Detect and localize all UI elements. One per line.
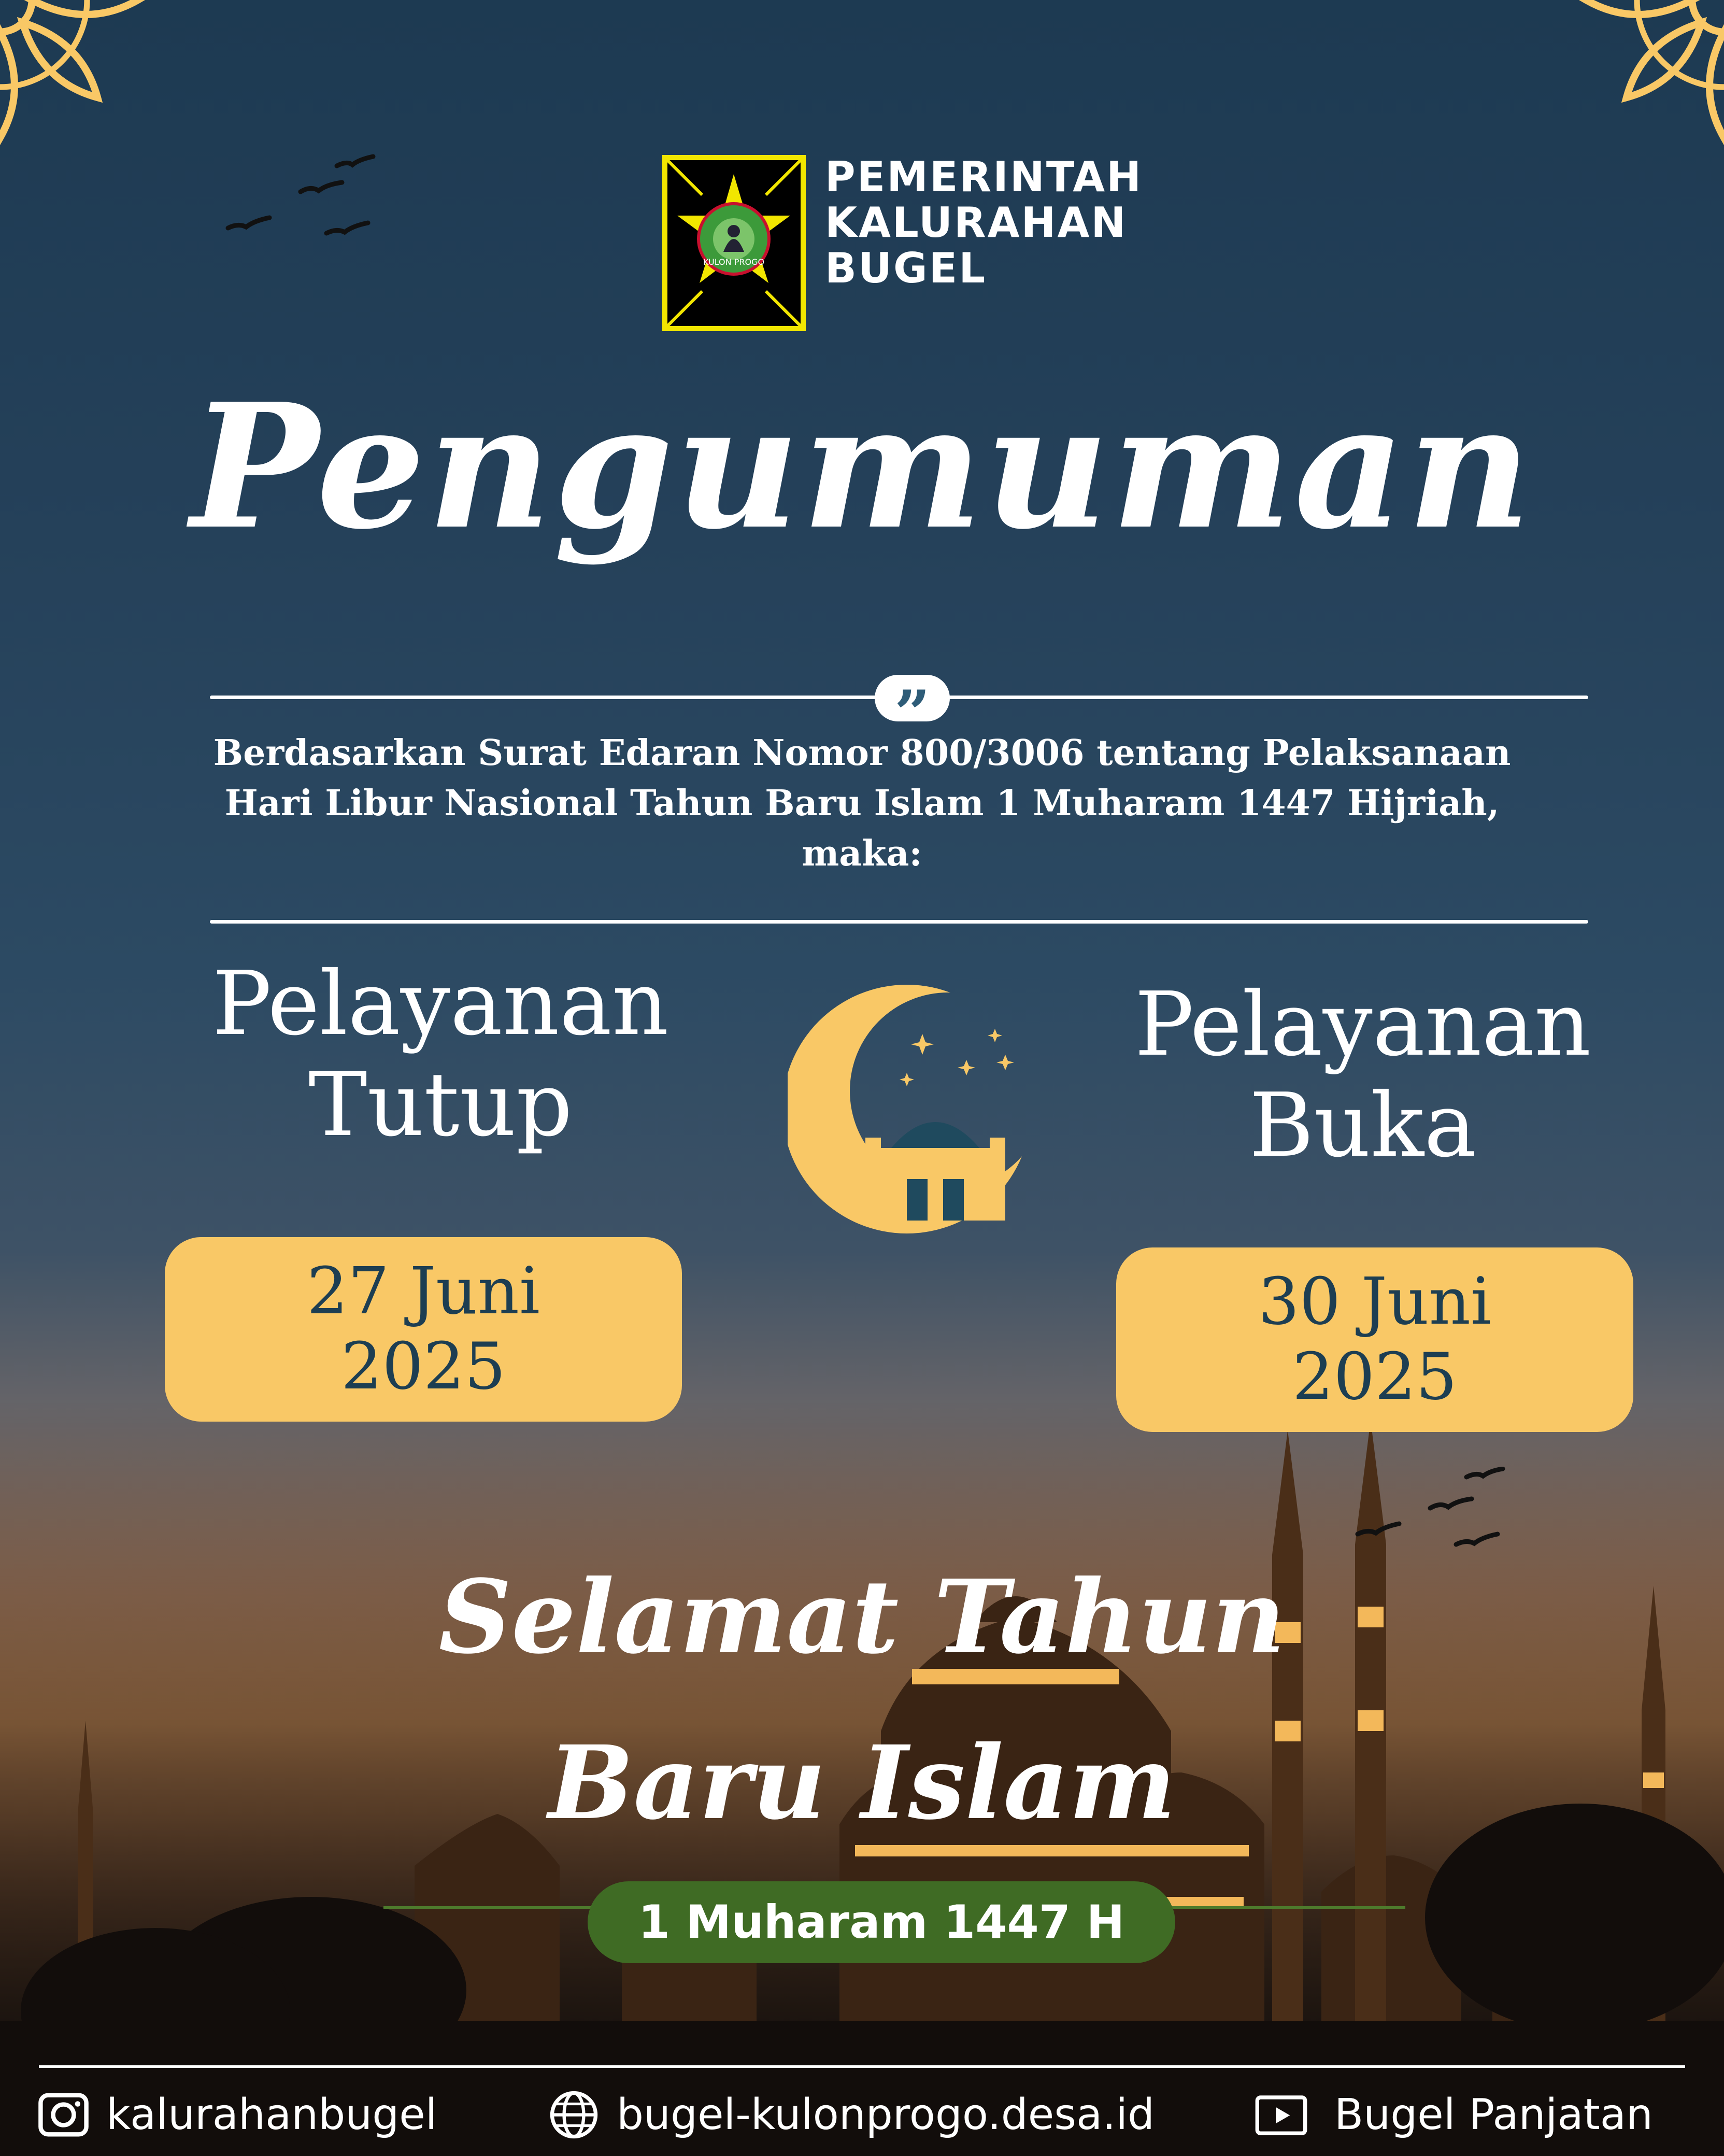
flower-ornament-icon xyxy=(0,0,145,145)
org-line-3: BUGEL xyxy=(825,244,987,292)
closed-date-badge xyxy=(165,1237,682,1422)
greeting-line-1: Selamat Tahun xyxy=(438,1557,1286,1676)
greeting-line-2: Baru Islam xyxy=(548,1723,1176,1842)
youtube-icon xyxy=(1254,2088,1308,2142)
new-year-greeting xyxy=(0,1534,1724,1866)
open-date-line-2: 2025 xyxy=(1292,1339,1458,1414)
emblem-caption: KULON PROGO xyxy=(703,257,765,267)
hijri-line-left xyxy=(383,1906,591,1909)
org-line-1: PEMERINTAH xyxy=(825,153,1143,201)
service-closed-label xyxy=(155,954,725,1156)
org-line-2: KALURAHAN xyxy=(825,198,1128,247)
divider-bottom xyxy=(210,920,1588,924)
hijri-line-right xyxy=(1172,1906,1405,1909)
website-url: bugel-kulonprogo.desa.id xyxy=(617,2090,1155,2139)
open-date-badge xyxy=(1116,1247,1633,1432)
announcement-intro xyxy=(155,728,1569,879)
instagram-icon xyxy=(36,2088,91,2142)
youtube-channel: Bugel Panjatan xyxy=(1334,2090,1653,2139)
closed-label-line-2: Tutup xyxy=(308,1054,573,1156)
closed-date-line-1: 27 Juni xyxy=(307,1254,540,1329)
page-title: Pengumuman xyxy=(190,366,1534,567)
open-date-line-1: 30 Juni xyxy=(1258,1264,1491,1339)
kulon-progo-emblem xyxy=(661,153,807,333)
intro-line-1: Berdasarkan Surat Edaran Nomor 800/3006 tentang Pelaksanaan xyxy=(213,732,1511,774)
organization-name xyxy=(825,154,1143,291)
quote-icon: ” xyxy=(875,675,950,721)
footer-divider xyxy=(39,2065,1685,2068)
bird-icon xyxy=(223,150,389,254)
instagram-handle: kalurahanbugel xyxy=(106,2090,437,2139)
open-label-line-1: Pelayanan xyxy=(1134,973,1591,1076)
footer-website[interactable] xyxy=(547,2083,1155,2146)
service-open-label xyxy=(1078,974,1648,1176)
closed-date-line-2: 2025 xyxy=(340,1329,506,1404)
closed-label-line-1: Pelayanan xyxy=(212,953,669,1055)
globe-icon xyxy=(547,2088,601,2142)
hijri-date-badge: 1 Muharam 1447 H xyxy=(588,1881,1175,1963)
intro-line-2: Hari Libur Nasional Tahun Baru Islam 1 Muharam 1447 Hijriah, xyxy=(224,783,1500,824)
footer-youtube[interactable] xyxy=(1254,2083,1653,2146)
intro-line-3: maka: xyxy=(802,833,922,874)
open-label-line-2: Buka xyxy=(1249,1074,1477,1177)
flower-ornament-icon xyxy=(1579,0,1724,145)
crescent-mosque-icon xyxy=(788,982,1031,1236)
footer-instagram[interactable] xyxy=(36,2083,437,2146)
